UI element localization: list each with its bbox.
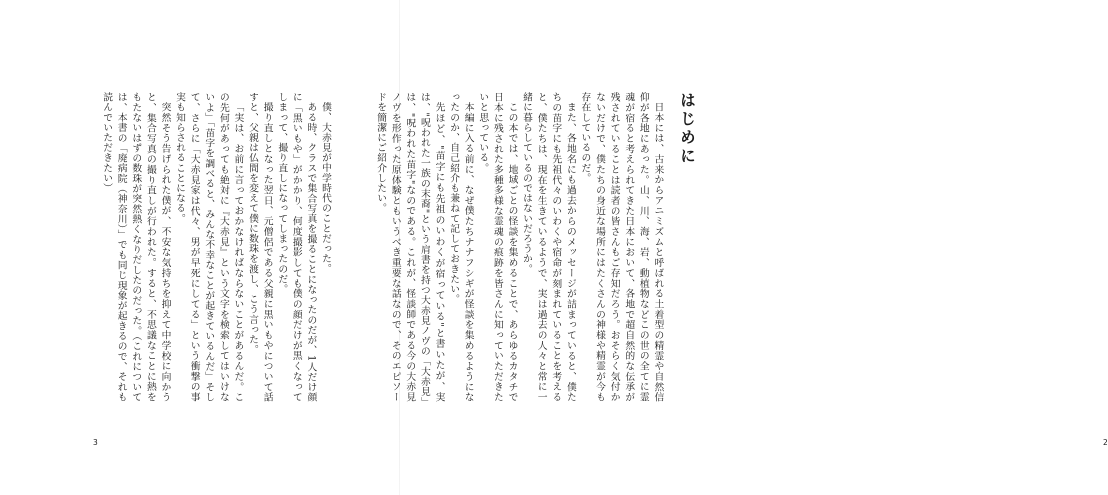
chapter-title: はじめに	[678, 92, 696, 166]
paragraph: 先ほど、"苗字にも先祖のいわくが宿っている"と書いたが、実は、"呪われた一族の末裔"という肩書を持つ大赤見ノヴの「大赤見」は、"呪われた苗字"なのである。これが、怪談師である今の大赤見ノヴを形作った原体験ともいうべき重要な話なので、そのエピソードを簡潔にご紹介したい。	[375, 92, 445, 402]
page-number-right: 2	[1103, 438, 1108, 447]
paragraph: 日本には、古来からアニミズムと呼ばれる土着型の精霊や自然信仰が各地にあった。山、川、海、岩、動植物などこの世の全てに霊魂が宿ると考えられてきた日本において、各地で超自然的な伝承が残されていることは読者の皆さんもご存知だろう。おそらく気付かないだけで、僕たちの身近な場所にはたくさんの神様や精霊が今も存在しているのだ。	[579, 92, 664, 402]
left-page	[0, 0, 400, 495]
paragraph: 「実は、お前に言っておかなければならないことがあるんだ。この先何があっても絶対に『大赤見』という文字を検索してはいけないよ」「苗字を調べると、みんな不幸なことが起きているんだ」そして、さらに「大赤見家は代々、男が早死にしてる」という衝撃の事実も知らされることになる。	[174, 92, 244, 402]
paragraph: 本編に入る前に、なぜ僕たちナナフシギが怪談を集めるようになったのか、自己紹介も兼ねて記しておきたい。	[448, 92, 474, 402]
paragraph: この本では、地域ごとの怪談を集めることで、あらゆるカタチで日本に残された多種多様な霊魂の痕跡を皆さんに知っていただきたいと思っている。	[477, 92, 518, 402]
left-page-text-column	[67, 92, 332, 402]
paragraph: また、各地名にも過去からのメッセージが詰まっていると、僕たちの苗字にも先祖代々のいわくや宿命が刻まれていることを考えると、僕たちは、現在を生きているようで、実は過去の人々と常に一緒に暮らしているのではないだろうか。	[521, 92, 576, 402]
right-page-text-column	[375, 92, 696, 402]
paragraph: 突然そう告げられた僕が、不安な気持ちを抑えて中学校に向かうと、集合写真の撮り直しが行われた。すると、不思議なことに熱をもたないはずの数珠が突然熱くなりだしたのだった。（これについては、本書の「廃病院（神奈川）」でも同じ現象が起きるので、それも読んでいただきたい）	[101, 92, 171, 402]
page-number-left: 3	[93, 438, 98, 447]
paragraph: ある時、クラスで集合写真を撮ることになったのだが、1人だけ顔に「黒いもや」がかかり、何度撮影しても僕の顔だけが黒くなってしまって、撮り直しになってしまったのだ。	[276, 92, 317, 402]
paragraph: 僕、大赤見が中学時代のことだった。	[320, 101, 331, 274]
right-page	[375, 0, 1108, 495]
paragraph: 撮り直しとなった翌日、元僧侶である父親に黒いもやについて話すと、父親は仏間を変えて僕に数珠を渡し、こう言った。	[247, 92, 273, 402]
